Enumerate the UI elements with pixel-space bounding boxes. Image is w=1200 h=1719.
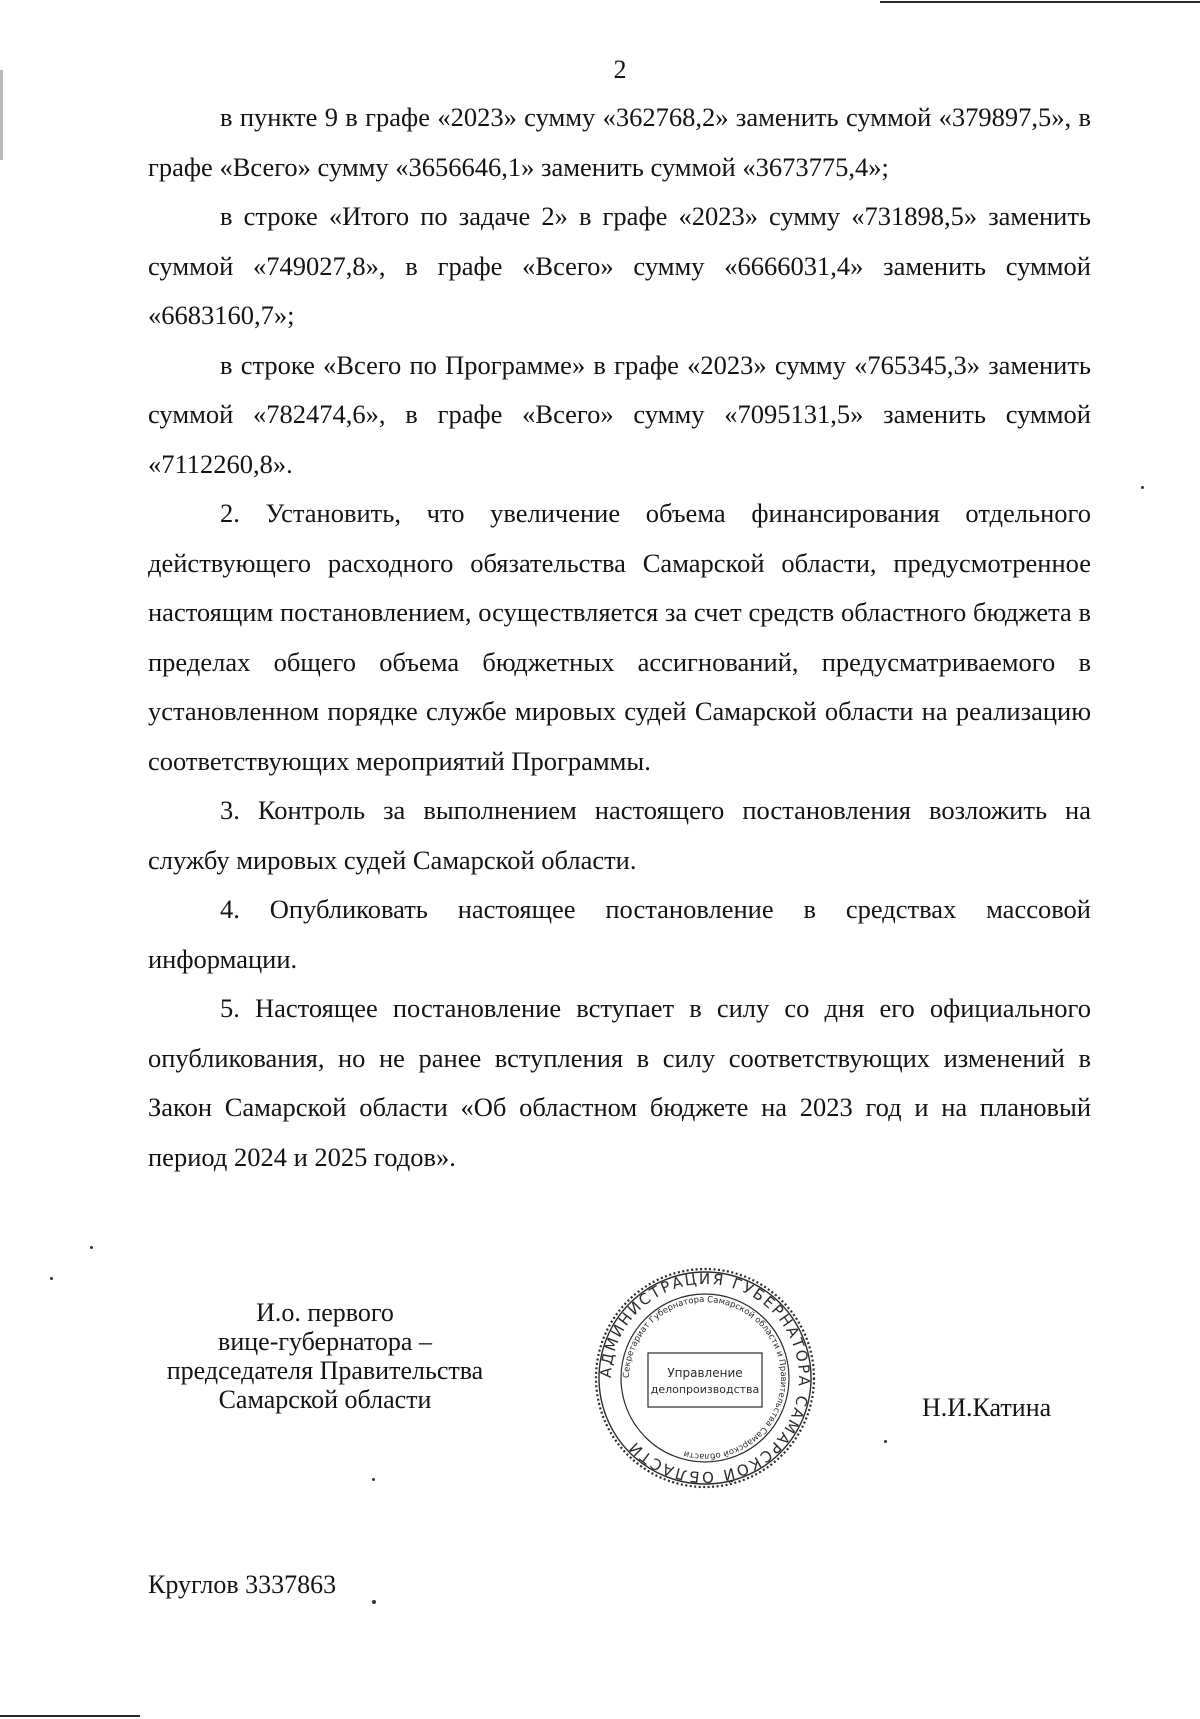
- executor-contact: Круглов 3337863: [148, 1570, 337, 1599]
- paragraph: 2. Установить, что увеличение объема финансирования отдельного действующего расходного обязательства Самарской области, предусмотренное настоящим постановлением, осуществляется за счет средств областного бюджета в пределах общего объема бюджетных ассигнований, предусматриваемого в установленном порядке службе мировых судей Самарской области на реализацию соответствующих мероприятий Программы.: [148, 498, 1091, 776]
- scan-speck: [90, 1246, 93, 1249]
- signer-position-line: вице-губернатора –: [218, 1327, 432, 1356]
- page-number: 2: [613, 55, 627, 84]
- stamp-outer-text: АДМИНИСТРАЦИЯ ГУБЕРНАТОРА САМАРСКОЙ ОБЛАСТИ: [596, 1269, 814, 1487]
- signer-position-line: Самарской области: [218, 1385, 432, 1414]
- paragraph: 4. Опубликовать настоящее постановление в средствах массовой информации.: [148, 894, 1091, 974]
- signer-position-line: председателя Правительства: [166, 1356, 484, 1385]
- scan-speck: [372, 1600, 376, 1604]
- official-stamp: [592, 1265, 818, 1491]
- signer-position: [140, 1298, 510, 1414]
- paragraph: 3. Контроль за выполнением настоящего постановления возложить на службу мировых судей Самарской области.: [148, 795, 1091, 875]
- paragraph: в пункте 9 в графе «2023» сумму «362768,2» заменить суммой «379897,5», в графе «Всего» сумму «3656646,1» заменить суммой «3673775,4»;: [148, 102, 1091, 182]
- scan-speck: [884, 1440, 887, 1443]
- document-body: [148, 93, 1091, 1182]
- signer-position-line: И.о. первого: [256, 1298, 394, 1327]
- stamp-seal-graphic: [592, 1265, 818, 1491]
- scan-edge-line-bottom: [0, 1715, 140, 1717]
- paragraph: в строке «Итого по задаче 2» в графе «2023» сумму «731898,5» заменить суммой «749027,8», в графе «Всего» сумму «6666031,4» заменить суммой «6683160,7»;: [148, 201, 1091, 330]
- scan-edge-line-top: [880, 1, 1200, 3]
- scan-speck: [372, 1478, 375, 1481]
- stamp-center-line-2: делопроизводства: [650, 1383, 760, 1396]
- signer-name: Н.И.Катина: [922, 1393, 1052, 1422]
- paragraph: 5. Настоящее постановление вступает в силу со дня его официального опубликования, но не ранее вступления в силу соответствующих изменений в Закон Самарской области «Об областном бюджете на 2023 год и на плановый период 2024 и 2025 годов».: [148, 993, 1091, 1172]
- scan-speck: [1141, 486, 1144, 489]
- scan-speck: [50, 1277, 53, 1280]
- paragraph: в строке «Всего по Программе» в графе «2023» сумму «765345,3» заменить суммой «782474,6», в графе «Всего» сумму «7095131,5» заменить суммой «7112260,8».: [148, 349, 1091, 479]
- stamp-inner-text: Секретариат Губернатора Самарской области и Правительства Самарской области: [621, 1294, 789, 1462]
- stamp-center-line-1: Управление: [667, 1366, 743, 1380]
